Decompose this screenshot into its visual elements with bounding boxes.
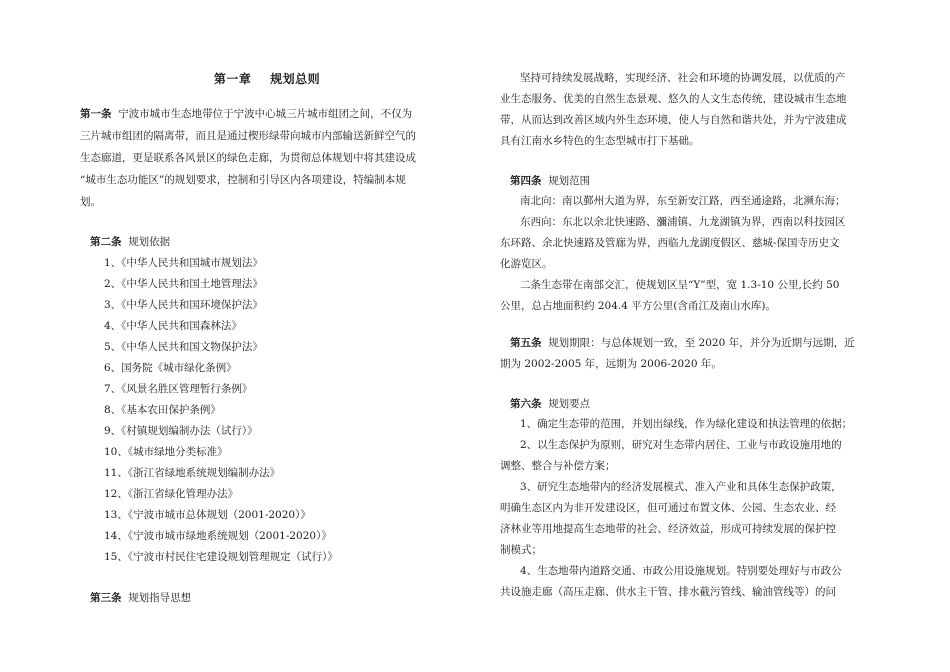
article-2-title: 规划依据 — [128, 236, 171, 248]
basis-item-12: 12、《浙江省绿化管理办法》 — [104, 488, 239, 500]
key-point-line-4: 3、研究生态地带内的经济发展模式、准入产业和具体生态保护政策， — [520, 481, 842, 493]
basis-item-7: 7、《风景名胜区管理暂行条例》 — [104, 383, 253, 395]
scope-east-west-line-1: 东西向：东北以余北快速路、瀰浦镇、九龙湖镇为界，西南以科技园区 — [520, 216, 846, 228]
article-5-line-1 — [510, 335, 855, 351]
key-point-line-9: 共设施走廊（高压走廊、供水主干管、排水截污管线、输油管线等）的问 — [500, 586, 836, 598]
article-3-heading — [90, 590, 191, 606]
article-6-label: 第六条 — [510, 398, 542, 410]
basis-item-10: 10、《城市绿地分类标准》 — [104, 446, 228, 458]
scope-north-south: 南北向：南以鄞州大道为界，东至新安江路，西至通途路，北濒东海； — [520, 195, 846, 207]
basis-item-15: 15、《宁波市村民住宅建设规划管理规定（试行）》 — [104, 551, 338, 563]
key-point-line-6: 济林业等用地提高生态地带的社会、经济效益，形成可持续发展的保护控 — [500, 523, 836, 535]
key-point-line-8: 4、生态地带内道路交通、市政公用设施规划。特别要处理好与市政公 — [520, 565, 842, 577]
scope-summary-line-2: 公里，总占地面积约 204.4 平方公里(含甬江及南山水库)。 — [500, 300, 776, 312]
basis-item-4: 4、《中华人民共和国森林法》 — [104, 320, 242, 332]
key-point-line-7: 制模式； — [500, 544, 542, 556]
scope-east-west-line-2: 东环路、余北快速路及管廊为界，西临九龙湖度假区、慈城-保国寺历史文 — [500, 237, 840, 249]
article-3-text-line-2: 业生态服务、优美的自然生态景观、悠久的人文生态传统，建设城市生态地 — [500, 93, 847, 105]
basis-item-5: 5、《中华人民共和国文物保护法》 — [104, 341, 263, 353]
basis-item-9: 9、《村镇规划编制办法（试行）》 — [104, 425, 258, 437]
basis-item-14: 14、《宁波市城市绿地系统规划（2001-2020）》 — [104, 530, 332, 542]
article-5-line-2: 期为 2002-2005 年，远期为 2006-2020 年。 — [500, 358, 722, 370]
scope-east-west-line-3: 化游览区。 — [500, 258, 553, 270]
basis-item-8: 8、《基本农田保护条例》 — [104, 404, 221, 416]
article-3-text-line-3: 带，从而达到改善区域内外生态环境，使人与自然和谐共处，并为宁波建成 — [500, 114, 847, 126]
article-2-heading — [90, 234, 170, 250]
key-point-line-1: 1、确定生态带的范围，并划出绿线，作为绿化建设和执法管理的依据； — [520, 418, 853, 430]
article-4-label: 第四条 — [510, 175, 542, 187]
basis-item-1: 1、《中华人民共和国城市规划法》 — [104, 257, 263, 269]
article-1-line-3: 生态廊道，更是联系各风景区的绿色走廊，为贯彻总体规划中将其建设成 — [80, 152, 416, 164]
key-point-line-2: 2、以生态保护为原则，研究对生态带内居住、工业与市政设施用地的 — [520, 439, 842, 451]
article-1-line-2: 三片城市组团的隔离带，而且是通过楔形绿带向城市内部输送新鲜空气的 — [80, 130, 416, 142]
article-4-title: 规划范围 — [548, 175, 591, 187]
key-point-line-3: 调整、整合与补偿方案； — [500, 460, 616, 472]
article-3-title: 规划指导思想 — [128, 592, 192, 604]
basis-item-6: 6、国务院《城市绿化条例》 — [104, 362, 237, 374]
key-point-line-5: 明确生态区内为非开发建设区，但可通过布置文体、公园、生态农业、经 — [500, 502, 836, 514]
basis-item-13: 13、《宁波市城市总体规划（2001-2020）》 — [104, 509, 311, 521]
article-2-label: 第二条 — [90, 236, 122, 248]
article-4-heading — [510, 173, 590, 189]
article-1-line-4: “城市生态功能区”的规划要求，控制和引导区内各项建设，特编制本规 — [80, 174, 406, 186]
article-1-line-5: 划。 — [80, 196, 101, 208]
article-3-text-line-4: 具有江南水乡特色的生态型城市打下基础。 — [500, 135, 700, 147]
basis-item-3: 3、《中华人民共和国环境保护法》 — [104, 299, 263, 311]
chapter-title: 第一章 规划总则 — [213, 72, 321, 86]
article-3-label: 第三条 — [90, 592, 122, 604]
basis-item-2: 2、《中华人民共和国土地管理法》 — [104, 278, 263, 290]
article-3-text-line-1: 坚持可持续发展战略，实现经济、社会和环境的协调发展，以优质的产 — [520, 72, 846, 84]
article-1-label: 第一条 — [80, 108, 112, 120]
article-6-title: 规划要点 — [548, 398, 591, 410]
basis-item-11: 11、《浙江省绿地系统规划编制办法》 — [104, 467, 281, 479]
scope-summary-line-1: 二条生态带在南部交汇，使规划区呈“Y”型，宽 1.3-10 公里,长约 50 — [520, 279, 840, 291]
article-1-line-1 — [80, 106, 412, 122]
article-5-label: 第五条 — [510, 337, 542, 349]
article-6-heading — [510, 396, 590, 412]
article-5-text: 规划期限：与总体规划一致，至 2020 年，并分为近期与远期，近 — [548, 337, 855, 349]
article-1-text: 宁波市城市生态地带位于宁波中心城三片城市组团之间，不仅为 — [118, 108, 413, 120]
